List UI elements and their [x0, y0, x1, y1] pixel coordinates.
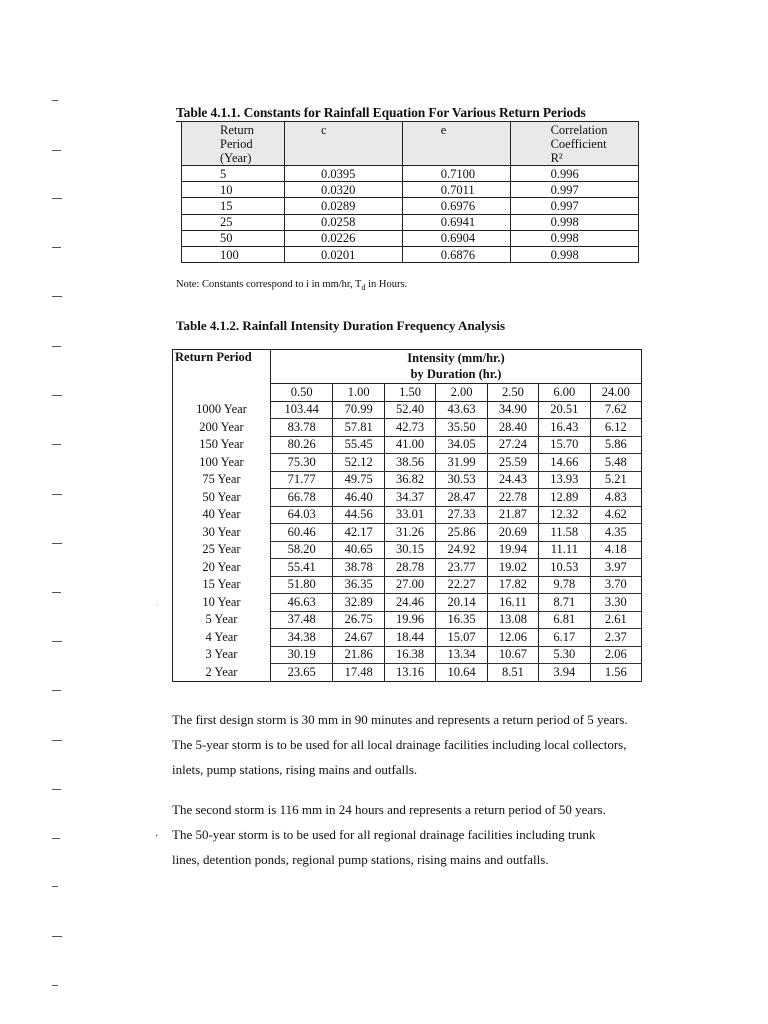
table2-intensity-cell: 3.70 — [590, 576, 641, 594]
table2-body — [173, 401, 642, 681]
table2-duration-header: 2.50 — [487, 384, 538, 402]
paragraph-first-storm — [172, 707, 702, 782]
table-row — [173, 629, 642, 647]
table2-intensity-cell: 35.50 — [436, 419, 487, 437]
table-row — [173, 541, 642, 559]
table-row — [182, 182, 639, 198]
table2-intensity-cell: 17.48 — [333, 664, 384, 682]
table2-intensity-cell: 18.44 — [384, 629, 435, 647]
table2-intensity-cell: 58.20 — [271, 541, 333, 559]
table-row — [173, 664, 642, 682]
table2-return-period-cell: 1000 Year — [173, 401, 271, 419]
table2-intensity-cell: 34.05 — [436, 436, 487, 454]
rainfall-constants-table — [181, 121, 639, 263]
paragraph-line: The second storm is 116 mm in 24 hours and represents a return period of 50 years. — [172, 802, 606, 817]
table2-intensity-cell: 40.65 — [333, 541, 384, 559]
table2-intensity-cell: 16.43 — [539, 419, 590, 437]
table2-intensity-cell: 32.89 — [333, 594, 384, 612]
table-row — [173, 454, 642, 472]
table1-cell: 0.998 — [510, 246, 638, 262]
table2-intensity-cell: 21.86 — [333, 646, 384, 664]
table1-header-c: c — [285, 122, 403, 166]
table2-intensity-cell: 10.53 — [539, 559, 590, 577]
table2-duration-header: 24.00 — [590, 384, 641, 402]
table2-intensity-cell: 3.94 — [539, 664, 590, 682]
table2-return-period-cell: 20 Year — [173, 559, 271, 577]
table2-intensity-cell: 2.61 — [590, 611, 641, 629]
table2-intensity-cell: 6.12 — [590, 419, 641, 437]
table2-intensity-cell: 30.53 — [436, 471, 487, 489]
table2-return-period-cell: 10 Year — [173, 594, 271, 612]
table2-intensity-cell: 27.33 — [436, 506, 487, 524]
table2-intensity-cell: 14.66 — [539, 454, 590, 472]
paragraph-line: The first design storm is 30 mm in 90 minutes and represents a return period of 5 years. — [172, 712, 628, 727]
table1-cell: 0.997 — [510, 198, 638, 214]
table2-intensity-cell: 55.41 — [271, 559, 333, 577]
table2-intensity-cell: 20.14 — [436, 594, 487, 612]
table2-intensity-cell: 64.03 — [271, 506, 333, 524]
table2-intensity-cell: 10.64 — [436, 664, 487, 682]
paragraph-line: The 50-year storm is to be used for all regional drainage facilities including trunk — [172, 827, 596, 842]
table1-note-text: Note: Constants correspond to i in mm/hr, T — [176, 279, 362, 290]
table2-intensity-cell: 15.70 — [539, 436, 590, 454]
table2-intensity-cell: 75.30 — [271, 454, 333, 472]
table1-cell: 0.7011 — [402, 182, 510, 198]
table2-intensity-cell: 16.35 — [436, 611, 487, 629]
table2-return-period-cell: 2 Year — [173, 664, 271, 682]
table1-note — [176, 279, 407, 292]
table2-intensity-cell: 5.48 — [590, 454, 641, 472]
table2-duration-header: 1.00 — [333, 384, 384, 402]
table2-intensity-cell: 2.37 — [590, 629, 641, 647]
table2-intensity-cell: 26.75 — [333, 611, 384, 629]
table2-intensity-cell: 42.17 — [333, 524, 384, 542]
table2-duration-header: 6.00 — [539, 384, 590, 402]
table1-cell: 50 — [182, 230, 285, 246]
table2-intensity-cell: 5.21 — [590, 471, 641, 489]
table-row — [173, 559, 642, 577]
table2-intensity-cell: 23.77 — [436, 559, 487, 577]
table2-header-intensity-line2: by Duration (hr.) — [410, 367, 502, 381]
paragraph-line: The 5-year storm is to be used for all local drainage facilities including local collectors, — [172, 737, 627, 752]
table2-intensity-cell: 2.06 — [590, 646, 641, 664]
table1-cell: 0.6904 — [402, 230, 510, 246]
table1-cell: 0.6941 — [402, 214, 510, 230]
table2-return-period-cell: 75 Year — [173, 471, 271, 489]
table-row — [173, 436, 642, 454]
table2-intensity-cell: 11.58 — [539, 524, 590, 542]
table2-intensity-cell: 24.43 — [487, 471, 538, 489]
table1-title: Table 4.1.1. Constants for Rainfall Equation For Various Return Periods — [176, 105, 586, 120]
table1-cell: 5 — [182, 166, 285, 182]
table2-intensity-cell: 13.08 — [487, 611, 538, 629]
table2-intensity-cell: 8.71 — [539, 594, 590, 612]
table2-intensity-cell: 27.24 — [487, 436, 538, 454]
table2-header-intensity — [271, 350, 642, 384]
table2-intensity-cell: 80.26 — [271, 436, 333, 454]
table2-intensity-cell: 103.44 — [271, 401, 333, 419]
table2-intensity-cell: 13.93 — [539, 471, 590, 489]
table-row — [182, 166, 639, 182]
table2-intensity-cell: 13.34 — [436, 646, 487, 664]
table2-intensity-cell: 31.99 — [436, 454, 487, 472]
table2-return-period-cell: 3 Year — [173, 646, 271, 664]
table2-intensity-cell: 37.48 — [271, 611, 333, 629]
table1-cell: 100 — [182, 246, 285, 262]
table2-intensity-cell: 3.97 — [590, 559, 641, 577]
table2-intensity-cell: 19.96 — [384, 611, 435, 629]
table2-header-intensity-line1: Intensity (mm/hr.) — [407, 351, 505, 365]
table1-cell: 0.998 — [510, 230, 638, 246]
table2-intensity-cell: 12.06 — [487, 629, 538, 647]
table2-intensity-cell: 19.94 — [487, 541, 538, 559]
stray-mark: · — [155, 831, 159, 842]
table2-header-return-period: Return Period — [173, 350, 271, 402]
table2-intensity-cell: 43.63 — [436, 401, 487, 419]
table2-intensity-cell: 24.67 — [333, 629, 384, 647]
table2-intensity-cell: 42.73 — [384, 419, 435, 437]
table1-cell: 0.7100 — [402, 166, 510, 182]
table1-cell: 0.998 — [510, 214, 638, 230]
table2-intensity-cell: 44.56 — [333, 506, 384, 524]
table-row — [173, 489, 642, 507]
table2-intensity-cell: 38.56 — [384, 454, 435, 472]
table2-intensity-cell: 1.56 — [590, 664, 641, 682]
table1-cell: 0.997 — [510, 182, 638, 198]
table2-intensity-cell: 31.26 — [384, 524, 435, 542]
table2-intensity-cell: 15.07 — [436, 629, 487, 647]
paragraph-line: inlets, pump stations, rising mains and outfalls. — [172, 762, 418, 777]
paragraph-second-storm — [172, 797, 702, 872]
table2-intensity-cell: 60.46 — [271, 524, 333, 542]
table1-cell: 0.0395 — [285, 166, 403, 182]
table1-cell: 0.996 — [510, 166, 638, 182]
table2-intensity-cell: 22.27 — [436, 576, 487, 594]
table2-intensity-cell: 70.99 — [333, 401, 384, 419]
table1-header-correlation-label: Correlation Coefficient — [550, 123, 608, 151]
table2-intensity-cell: 8.51 — [487, 664, 538, 682]
table1-cell: 0.0201 — [285, 246, 403, 262]
table2-intensity-cell: 21.87 — [487, 506, 538, 524]
table-row — [182, 198, 639, 214]
table2-intensity-cell: 27.00 — [384, 576, 435, 594]
table2-intensity-cell: 36.35 — [333, 576, 384, 594]
table2-intensity-cell: 20.69 — [487, 524, 538, 542]
table2-intensity-cell: 22.78 — [487, 489, 538, 507]
table2-intensity-cell: 23.65 — [271, 664, 333, 682]
table2-intensity-cell: 4.83 — [590, 489, 641, 507]
table2-return-period-cell: 30 Year — [173, 524, 271, 542]
table1-cell: 0.6976 — [402, 198, 510, 214]
table1-cell: 0.0289 — [285, 198, 403, 214]
table2-intensity-cell: 5.30 — [539, 646, 590, 664]
table1-header-correlation — [510, 122, 638, 166]
table1-header-r2: R² — [550, 151, 563, 165]
table1-cell: 0.0226 — [285, 230, 403, 246]
table2-intensity-cell: 20.51 — [539, 401, 590, 419]
table-row — [173, 594, 642, 612]
table2-intensity-cell: 46.40 — [333, 489, 384, 507]
table-row — [173, 506, 642, 524]
table2-intensity-cell: 24.92 — [436, 541, 487, 559]
table-row — [173, 419, 642, 437]
table2-intensity-cell: 57.81 — [333, 419, 384, 437]
table2-return-period-cell: 40 Year — [173, 506, 271, 524]
table2-intensity-cell: 9.78 — [539, 576, 590, 594]
table2-intensity-cell: 19.02 — [487, 559, 538, 577]
table1-note-suffix: in Hours. — [365, 279, 408, 290]
table1-cell: 0.6876 — [402, 246, 510, 262]
table2-intensity-cell: 6.17 — [539, 629, 590, 647]
table2-return-period-cell: 50 Year — [173, 489, 271, 507]
table1-note-subscript: d — [361, 283, 366, 293]
table2-intensity-cell: 4.62 — [590, 506, 641, 524]
table2-duration-header: 0.50 — [271, 384, 333, 402]
table-row — [182, 230, 639, 246]
table2-intensity-cell: 41.00 — [384, 436, 435, 454]
table2-intensity-cell: 12.32 — [539, 506, 590, 524]
table2-intensity-cell: 33.01 — [384, 506, 435, 524]
table-row — [173, 611, 642, 629]
table2-intensity-cell: 5.86 — [590, 436, 641, 454]
table1-cell: 15 — [182, 198, 285, 214]
paragraph-line: lines, detention ponds, regional pump stations, rising mains and outfalls. — [172, 852, 549, 867]
table2-intensity-cell: 52.40 — [384, 401, 435, 419]
table1-header-return-period: Return Period (Year) — [182, 122, 285, 166]
table-row — [182, 214, 639, 230]
table2-intensity-cell: 49.75 — [333, 471, 384, 489]
table2-return-period-cell: 15 Year — [173, 576, 271, 594]
table2-return-period-cell: 150 Year — [173, 436, 271, 454]
table2-intensity-cell: 83.78 — [271, 419, 333, 437]
table2-intensity-cell: 34.90 — [487, 401, 538, 419]
table2-intensity-cell: 25.86 — [436, 524, 487, 542]
table2-intensity-cell: 28.78 — [384, 559, 435, 577]
table2-title: Table 4.1.2. Rainfall Intensity Duration Frequency Analysis — [176, 318, 506, 333]
table-row — [173, 471, 642, 489]
table2-intensity-cell: 71.77 — [271, 471, 333, 489]
table2-intensity-cell: 11.11 — [539, 541, 590, 559]
table2-intensity-cell: 30.15 — [384, 541, 435, 559]
table2-intensity-cell: 6.81 — [539, 611, 590, 629]
table2-return-period-cell: 100 Year — [173, 454, 271, 472]
table2-intensity-cell: 4.35 — [590, 524, 641, 542]
table1-cell: 25 — [182, 214, 285, 230]
table1-cell: 10 — [182, 182, 285, 198]
table2-intensity-cell: 55.45 — [333, 436, 384, 454]
table-row — [182, 246, 639, 262]
table-row — [173, 576, 642, 594]
table2-intensity-cell: 13.16 — [384, 664, 435, 682]
table-row — [173, 646, 642, 664]
table2-intensity-cell: 36.82 — [384, 471, 435, 489]
table2-intensity-cell: 3.30 — [590, 594, 641, 612]
table2-duration-header: 1.50 — [384, 384, 435, 402]
table2-intensity-cell: 7.62 — [590, 401, 641, 419]
table2-intensity-cell: 4.18 — [590, 541, 641, 559]
table2-return-period-cell: 200 Year — [173, 419, 271, 437]
table2-return-period-cell: 5 Year — [173, 611, 271, 629]
table1-cell: 0.0258 — [285, 214, 403, 230]
table2-intensity-cell: 17.82 — [487, 576, 538, 594]
rainfall-intensity-table — [172, 349, 642, 682]
table2-intensity-cell: 10.67 — [487, 646, 538, 664]
table2-intensity-cell: 28.40 — [487, 419, 538, 437]
table2-intensity-cell: 46.63 — [271, 594, 333, 612]
table2-intensity-cell: 24.46 — [384, 594, 435, 612]
table2-return-period-cell: 25 Year — [173, 541, 271, 559]
table2-intensity-cell: 34.38 — [271, 629, 333, 647]
table2-intensity-cell: 25.59 — [487, 454, 538, 472]
table2-return-period-cell: 4 Year — [173, 629, 271, 647]
table2-intensity-cell: 34.37 — [384, 489, 435, 507]
table-row — [173, 524, 642, 542]
table2-intensity-cell: 28.47 — [436, 489, 487, 507]
table2-intensity-cell: 30.19 — [271, 646, 333, 664]
table2-duration-header: 2.00 — [436, 384, 487, 402]
table2-intensity-cell: 12.89 — [539, 489, 590, 507]
stray-mark: · — [156, 601, 159, 610]
table2-intensity-cell: 16.11 — [487, 594, 538, 612]
table1-header-e: e — [402, 122, 510, 166]
table2-intensity-cell: 38.78 — [333, 559, 384, 577]
table1-cell: 0.0320 — [285, 182, 403, 198]
table-row — [173, 401, 642, 419]
table2-intensity-cell: 52.12 — [333, 454, 384, 472]
table2-intensity-cell: 51.80 — [271, 576, 333, 594]
table2-intensity-cell: 66.78 — [271, 489, 333, 507]
table2-intensity-cell: 16.38 — [384, 646, 435, 664]
